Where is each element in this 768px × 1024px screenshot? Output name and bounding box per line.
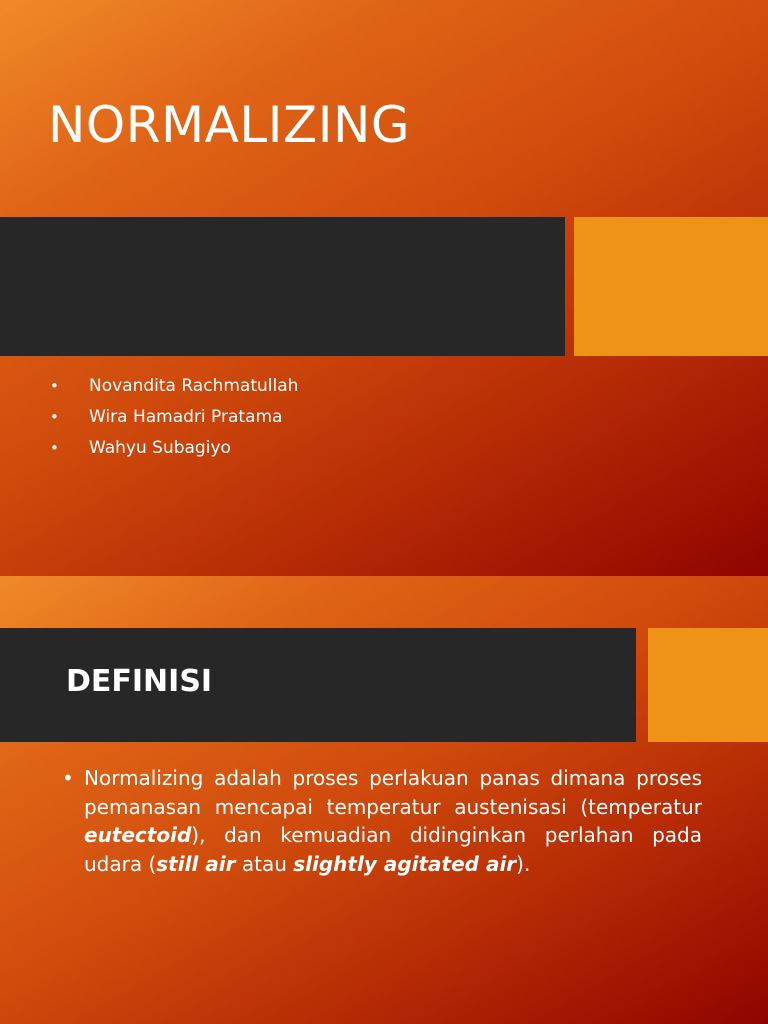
accent-block — [574, 217, 768, 356]
author-item — [50, 401, 298, 432]
author-item — [50, 370, 298, 401]
definition-bullet — [62, 764, 702, 878]
text-segment: ). — [516, 851, 531, 876]
emphasis-term: eutectoid — [84, 823, 192, 847]
emphasis-term: slightly agitated air — [293, 851, 517, 876]
bullet-icon: • — [50, 407, 59, 426]
section-heading: DEFINISI — [66, 664, 213, 699]
author-name: Wahyu Subagiyo — [89, 437, 231, 458]
bullet-icon: • — [50, 438, 59, 457]
author-list — [50, 370, 298, 463]
accent-block — [648, 628, 768, 742]
bullet-icon: • — [50, 376, 59, 395]
emphasis-term: still air — [156, 851, 236, 876]
slide-definition — [0, 576, 768, 1024]
text-segment: atau — [235, 851, 294, 876]
definition-text — [84, 764, 702, 878]
author-item — [50, 432, 298, 463]
bullet-icon: • — [62, 766, 74, 790]
text-segment: Normalizing adalah proses perlakuan panas dimana proses pemanasan mencapai temperatur austenisasi (temperatur — [84, 766, 702, 819]
text-segment: ), dan kemuadian didinginkan perlahan pada udara ( — [84, 823, 702, 876]
author-name: Novandita Rachmatullah — [89, 375, 299, 396]
dark-banner — [0, 217, 565, 356]
slide-title-heading: NORMALIZING — [48, 96, 411, 154]
author-name: Wira Hamadri Pratama — [89, 406, 283, 427]
